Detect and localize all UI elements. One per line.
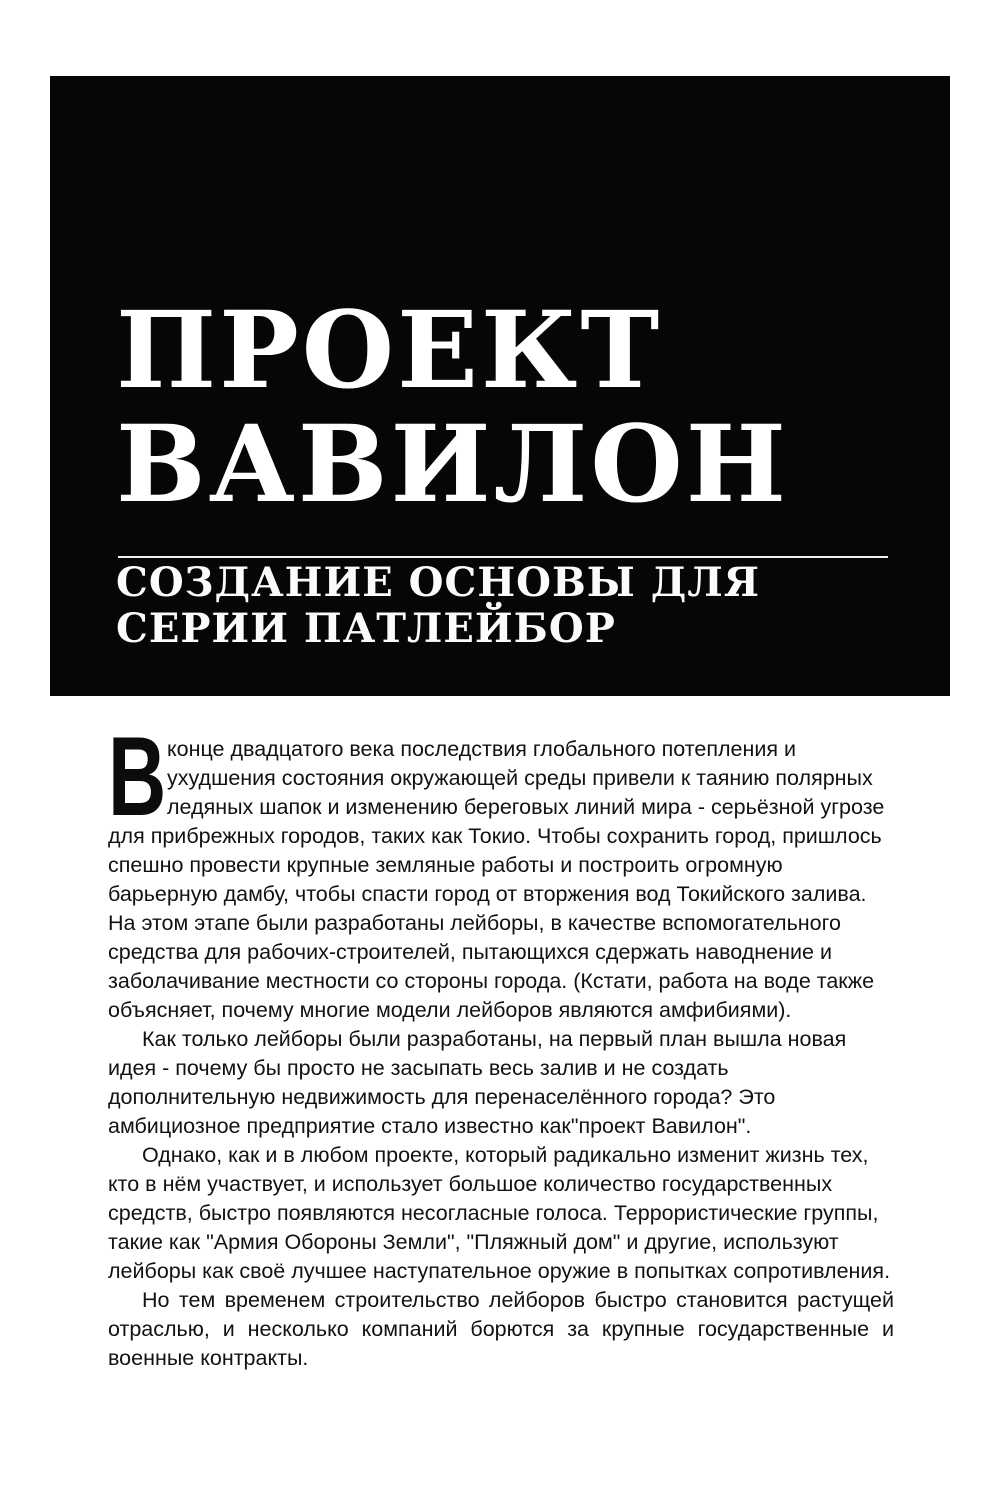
- paragraph-3: Однако, как и в любом проекте, который радикально изменит жизнь тех, кто в нём участвует, и использует большое количество государственных средств, быстро появляются несогласные голоса. Террористические группы, такие как "Армия Обороны Земли", "Пляжный дом" и другие, используют лейборы как своё лучшее наступательное оружие в попытках сопротивления.: [108, 1143, 891, 1283]
- chapter-title-line-2: ВАВИЛОН: [116, 401, 789, 526]
- paragraph-1-text: конце двадцатого века последствия глобального потепления и ухудшения состояния окружающей среды привели к таянию полярных ледяных шапок и изменению береговых линий мира - серьёзной угрозе для прибрежных городов, таких как Токио. Чтобы сохранить город, пришлось спешно провести крупные земляные работы и построить огромную барьерную дамбу, чтобы спасти город от вторжения вод Токийского залива. На этом этапе были разработаны лейборы, в качестве вспомогательного средства для рабочих-строителей, пытающихся сдержать наводнение и заболачивание местности со стороны города. (Кстати, работа на воде также объясняет, почему многие модели лейборов являются амфибиями).: [108, 737, 885, 1022]
- chapter-subtitle-line-1: СОЗДАНИЕ ОСНОВЫ ДЛЯ: [116, 559, 760, 606]
- chapter-subtitle: [116, 560, 760, 652]
- chapter-title-block: [50, 76, 950, 696]
- subtitle-divider-rule: [118, 556, 888, 558]
- chapter-title: [116, 287, 789, 526]
- chapter-subtitle-line-2: СЕРИИ ПАТЛЕЙБОР: [116, 605, 616, 652]
- drop-cap: В: [108, 714, 167, 839]
- body-text: [108, 714, 894, 1373]
- chapter-title-line-1: ПРОЕКТ: [116, 287, 663, 412]
- paragraph-4: Но тем временем строительство лейборов быстро становится растущей отраслью, и несколько компаний борются за крупные государственные и военные контракты.: [108, 1288, 894, 1370]
- paragraph-1: [108, 714, 894, 1025]
- paragraph-2: Как только лейборы были разработаны, на первый план вышла новая идея - почему бы просто не засыпать весь залив и не создать дополнительную недвижимость для перенаселённого города? Это амбициозное предприятие стало известно как"проект Вавилон".: [108, 1027, 847, 1138]
